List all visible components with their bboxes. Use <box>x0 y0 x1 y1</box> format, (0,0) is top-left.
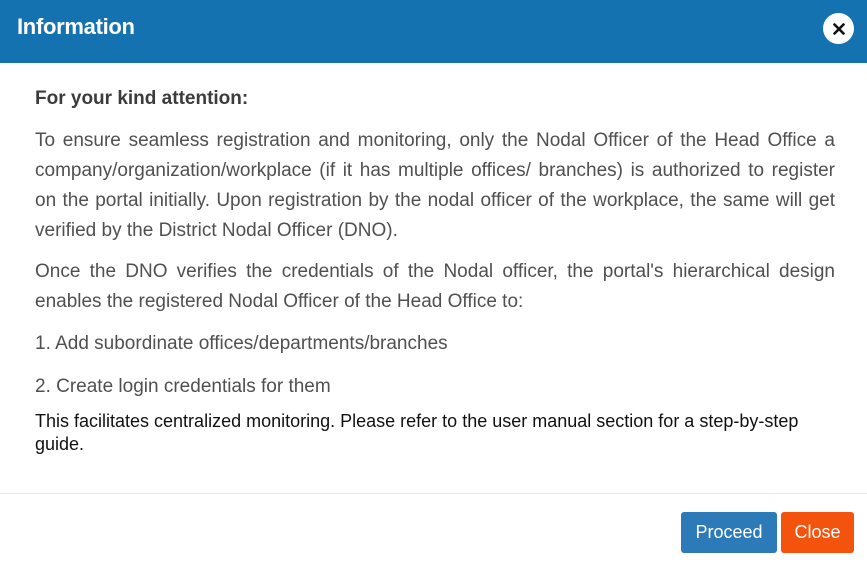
dialog-close-button[interactable] <box>823 13 854 44</box>
dialog-title: Information <box>17 14 135 39</box>
registration-paragraph: To ensure seamless registration and monitoring, only the Nodal Officer of the Head Office a company/organization/workplace (if it has multiple offices/ branches) is authorized to register on the portal initially. Upon registration by the nodal officer of the workplace, the same will get verified by the District Nodal Officer (DNO). <box>35 130 835 241</box>
hierarchy-paragraph: Once the DNO verifies the credentials of the Nodal officer, the portal's hierarchical design enables the registered Nodal Officer of the Head Office to: <box>35 261 835 312</box>
close-icon <box>833 23 845 35</box>
list-item: 2. Create login credentials for them <box>35 376 331 397</box>
footer-divider <box>0 493 867 494</box>
proceed-button[interactable]: Proceed <box>681 512 777 553</box>
dialog-body <box>35 86 835 456</box>
close-button[interactable]: Close <box>781 512 854 553</box>
list-item: 1. Add subordinate offices/departments/branches <box>35 333 448 354</box>
dialog-header <box>0 0 867 63</box>
user-manual-note: This facilitates centralized monitoring. Please refer to the user manual section for a step-by-step guide. <box>35 411 799 454</box>
attention-heading: For your kind attention: <box>35 88 249 109</box>
